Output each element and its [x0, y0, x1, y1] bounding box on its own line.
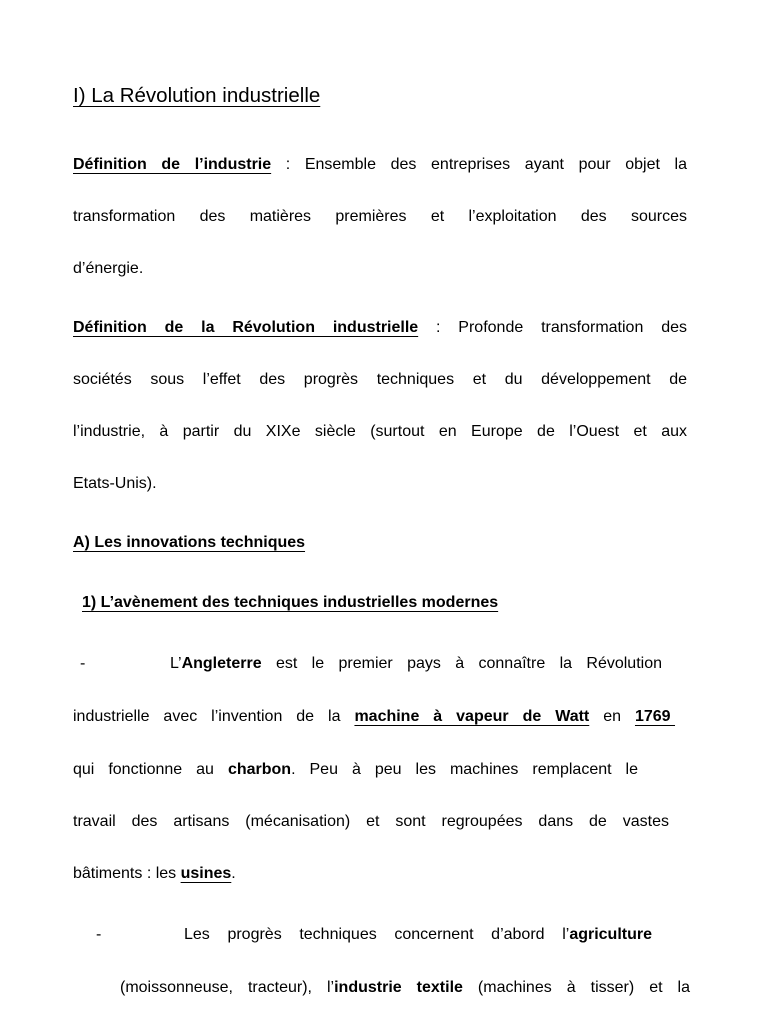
machine-vapeur-term: machine à vapeur de Watt — [354, 708, 590, 725]
bullet1-line5-end: . — [231, 865, 236, 882]
bullet2-line1 — [184, 925, 652, 945]
bullet1-line3 — [73, 760, 638, 780]
definition-industrie-line2: transformation des matières premières et l’exploitation des sources — [73, 208, 687, 225]
angleterre-term: Angleterre — [181, 655, 262, 672]
definition-revolution-line2: sociétés sous l’effet des progrès techniques et du développement de — [73, 371, 687, 388]
bullet2-line2-text: (machines à tisser) et la — [462, 979, 690, 996]
bullet1-line3-text: . Peu à peu les machines remplacent le — [291, 761, 638, 778]
usines-term: usines — [180, 865, 232, 882]
bullet1-line1-prefix: L’ — [170, 655, 182, 672]
definition-revolution-line1 — [73, 318, 687, 338]
definition-revolution-line3: l’industrie, à partir du XIXe siècle (surtout en Europe de l’Ouest et aux — [73, 423, 687, 440]
bullet1-line2 — [73, 707, 675, 727]
definition-industrie-term: Définition de l’industrie — [73, 156, 272, 173]
section-heading-a: A) Les innovations techniques — [73, 534, 306, 551]
bullet2-line1-text: Les progrès techniques concernent d’abord l’ — [184, 926, 570, 943]
bullet-dash: - — [96, 926, 102, 943]
bullet2-line2-prefix: (moissonneuse, tracteur), l’ — [120, 979, 335, 996]
bullet1-line5 — [73, 864, 236, 884]
definition-industrie-line3: d’énergie. — [73, 260, 144, 277]
definition-revolution-text: : Profonde transformation des — [418, 319, 687, 336]
subsection-heading-1: 1) L’avènement des techniques industrielles modernes — [82, 594, 499, 611]
page-title: I) La Révolution industrielle — [73, 84, 321, 107]
bullet1-line2-mid: en — [589, 708, 635, 725]
bullet1-line1 — [170, 654, 662, 674]
definition-revolution-line4: Etats-Unis). — [73, 475, 157, 492]
bullet1-line3-prefix: qui fonctionne au — [73, 761, 228, 778]
bullet1-line4: travail des artisans (mécanisation) et sont regroupées dans de vastes — [73, 813, 669, 830]
definition-revolution-term: Définition de la Révolution industrielle — [73, 319, 419, 336]
definition-industrie-text: : Ensemble des entreprises ayant pour objet la — [271, 156, 687, 173]
bullet1-line1-text: est le premier pays à connaître la Révolution — [261, 655, 662, 672]
bullet-dash: - — [80, 655, 86, 672]
bullet1-line5-prefix: bâtiments : les — [73, 865, 181, 882]
charbon-term: charbon — [227, 761, 292, 778]
industrie-textile-term: industrie textile — [334, 979, 463, 996]
year-1769: 1769 — [634, 708, 676, 725]
bullet2-line2 — [120, 978, 690, 998]
agriculture-term: agriculture — [569, 926, 652, 943]
bullet1-line2-text: industrielle avec l’invention de la — [73, 708, 355, 725]
definition-industrie-line1 — [73, 155, 687, 175]
